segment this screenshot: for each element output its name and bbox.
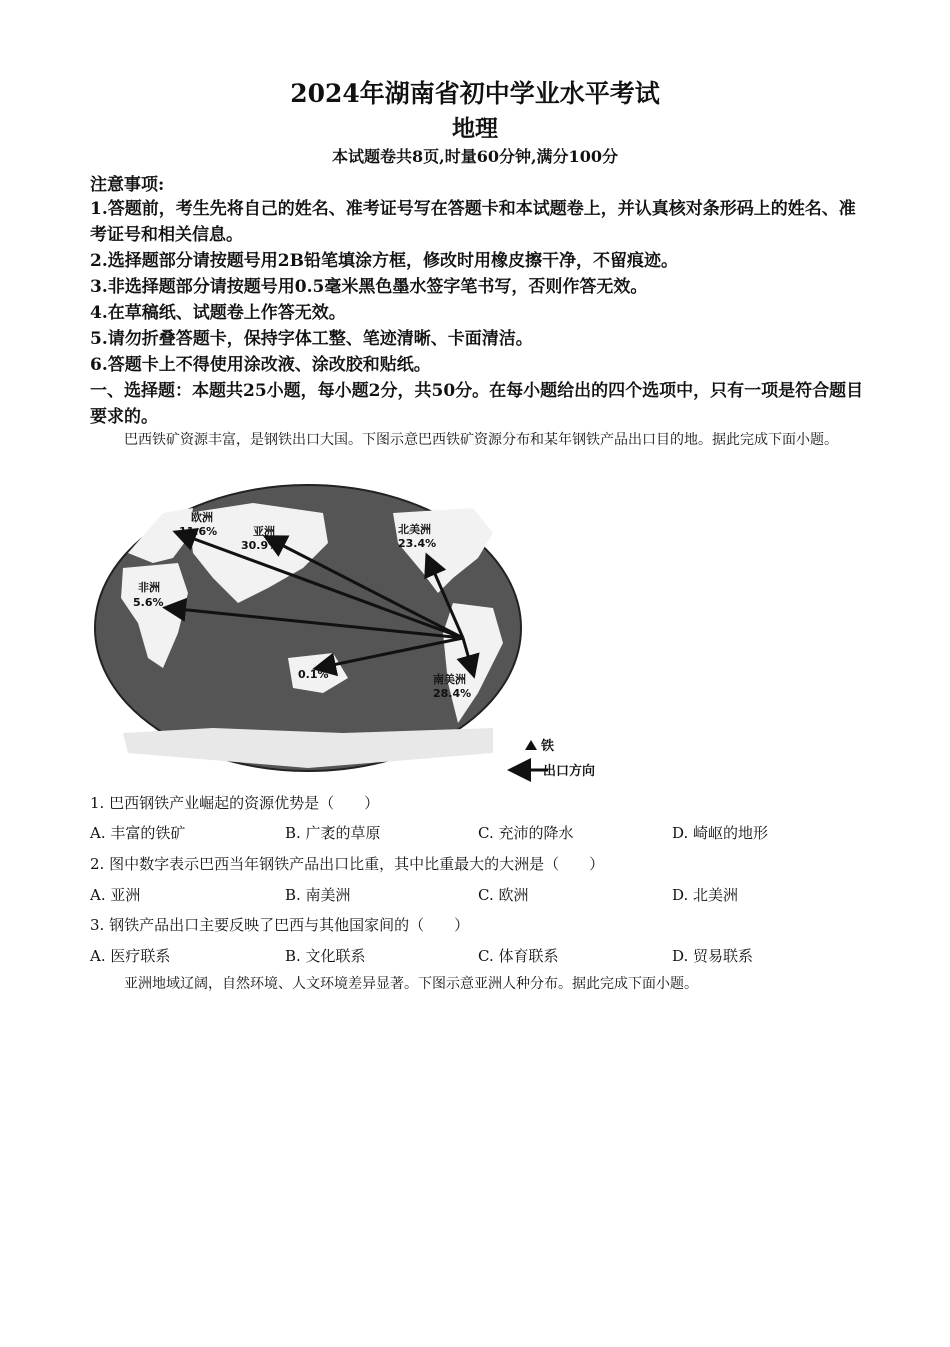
section-heading: 一、选择题：本题共25小题，每小题2分，共50分。在每小题给出的四个选项中，只有一项是符合题目要求的。: [90, 381, 864, 427]
note-item-2: 2.选择题部分请按题号用2B铅笔填涂方框，修改时用橡皮擦干净，不留痕迹。: [90, 251, 678, 271]
label-europe-name: 欧洲: [191, 511, 213, 524]
note-item-3: 3.非选择题部分请按题号用0.5毫米黑色墨水签字笔书写，否则作答无效。: [90, 277, 648, 297]
q3-option-c: C. 体育联系: [478, 947, 559, 965]
label-south-america-name: 南美洲: [433, 673, 466, 686]
legend-direction: 出口方向: [543, 764, 596, 779]
note-item-1: 1.答题前，考生先将自己的姓名、准考证号写在答题卡和本试题卷上，并认真核对条形码上的姓名、准考证号和相关信息。: [90, 199, 856, 245]
note-item-6: 6.答题卡上不得使用涂改液、涂改胶和贴纸。: [90, 355, 431, 375]
label-asia-name: 亚洲: [253, 525, 275, 538]
label-africa-pct: 5.6%: [133, 596, 164, 609]
iron-triangle-icon: [525, 740, 537, 750]
q1-option-a: A. 丰富的铁矿: [90, 824, 186, 842]
q3-option-a: A. 医疗联系: [90, 947, 171, 965]
passage-intro-2: 亚洲地域辽阔，自然环境、人文环境差异显著。下图示意亚洲人种分布。据此完成下面小题。: [124, 976, 698, 992]
note-item-5: 5.请勿折叠答题卡，保持字体工整、笔迹清晰、卡面清洁。: [90, 329, 533, 349]
q2-option-d: D. 北美洲: [672, 886, 739, 904]
legend-iron: 铁: [541, 739, 555, 754]
label-europe-pct: 11.6%: [179, 525, 218, 538]
q2-option-b: B. 南美洲: [285, 886, 351, 904]
question-1-stem: 1. 巴西钢铁产业崛起的资源优势是（ ）: [90, 794, 380, 812]
label-north-america-name: 北美洲: [398, 523, 431, 536]
q1-option-c: C. 充沛的降水: [478, 824, 574, 842]
passage-intro-1: 巴西铁矿资源丰富，是钢铁出口大国。下图示意巴西铁矿资源分布和某年钢铁产品出口目的地。据此完成下面小题。: [124, 432, 838, 448]
q3-option-b: B. 文化联系: [285, 947, 366, 965]
subject-title: 地理: [452, 115, 498, 142]
question-2-stem: 2. 图中数字表示巴西当年钢铁产品出口比重，其中比重最大的大洲是（ ）: [90, 855, 605, 873]
exam-title: 2024年湖南省初中学业水平考试: [290, 79, 660, 108]
exam-info: 本试题卷共8页,时量60分钟,满分100分: [332, 147, 618, 166]
q2-option-a: A. 亚洲: [90, 886, 141, 904]
q3-option-d: D. 贸易联系: [672, 947, 754, 965]
label-north-america-pct: 23.4%: [398, 537, 437, 550]
q1-option-d: D. 崎岖的地形: [672, 824, 769, 842]
label-asia-pct: 30.9%: [241, 539, 280, 552]
note-item-4: 4.在草稿纸、试题卷上作答无效。: [90, 303, 346, 323]
q1-option-b: B. 广袤的草原: [285, 824, 381, 842]
notes-heading: 注意事项:: [90, 175, 165, 195]
antarctica-shape: [123, 728, 493, 768]
label-africa-name: 非洲: [138, 581, 160, 594]
world-export-map: [93, 483, 613, 783]
q2-option-c: C. 欧洲: [478, 886, 529, 904]
label-south-america-pct: 28.4%: [433, 687, 472, 700]
question-3-stem: 3. 钢铁产品出口主要反映了巴西与其他国家间的（ ）: [90, 916, 470, 934]
label-oceania-pct: 0.1%: [298, 668, 329, 681]
